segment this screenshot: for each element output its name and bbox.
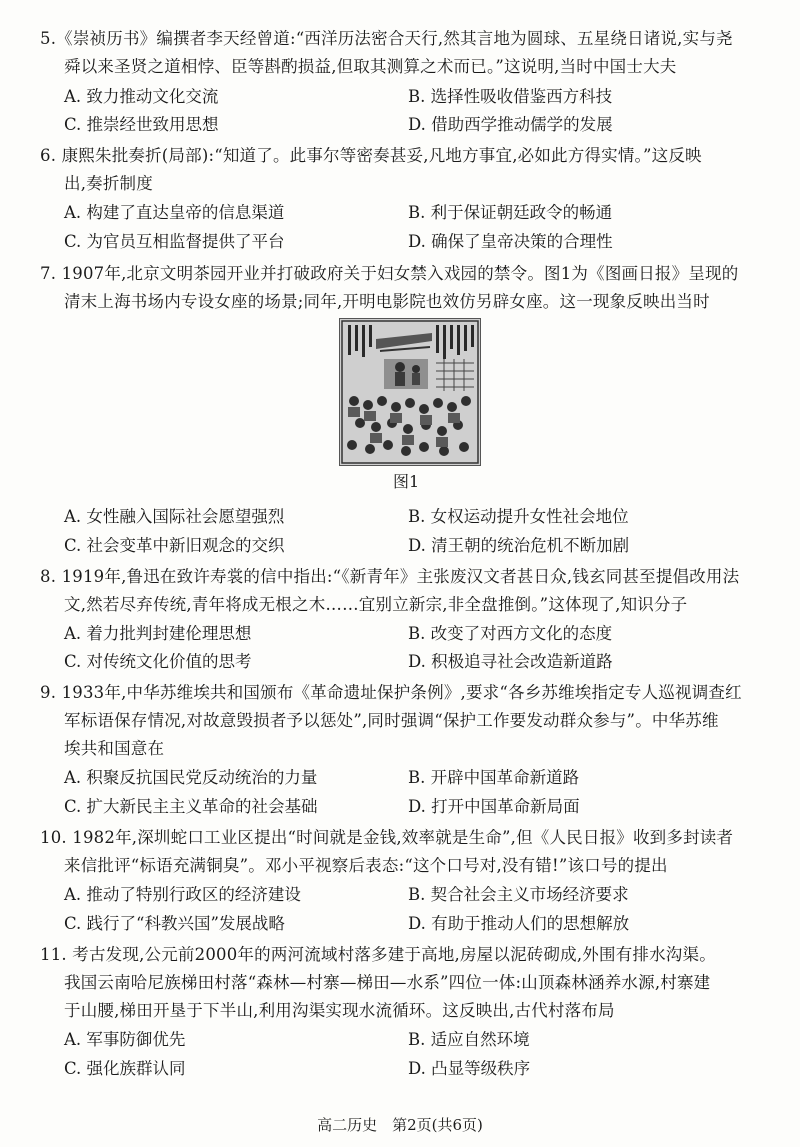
q5-option-b: B. 选择性吸收借鉴西方科技 — [408, 87, 613, 106]
q10-option-c: C. 践行了“科教兴国”发展战略 — [64, 914, 285, 933]
q9-option-a: A. 积聚反抗国民党反动统治的力量 — [64, 768, 318, 787]
q8-option-a: A. 着力批判封建伦理思想 — [64, 624, 252, 643]
storytelling-hall-engraving — [340, 319, 480, 465]
q7-option-a: A. 女性融入国际社会愿望强烈 — [64, 507, 285, 526]
q5-option-a: A. 致力推动文化交流 — [64, 87, 219, 106]
q6-option-c: C. 为官员互相监督提供了平台 — [64, 232, 285, 251]
page-footer: 高二历史 第2页(共6页) — [317, 1116, 483, 1134]
q7-option-d: D. 清王朝的统治危机不断加剧 — [408, 536, 630, 555]
q10-option-a: A. 推动了特别行政区的经济建设 — [64, 885, 301, 904]
q11-stem-line-2: 我国云南哈尼族梯田村落“森林—村寨—梯田—水系”四位一体:山顶森林涵养水源,村寨建 — [64, 973, 711, 992]
q5-stem-line-2: 舜以来圣贤之道相悖、臣等斟酌损益,但取其测算之术而已。”这说明,当时中国士大夫 — [64, 57, 677, 76]
q10-stem-line-2: 来信批评“标语充满铜臭”。邓小平视察后表态:“这个口号对,没有错!”该口号的提出 — [64, 856, 668, 875]
q5-stem-line-1: 5.《崇祯历书》编撰者李天经曾道:“西洋历法密合天行,然其言地为圆球、五星绕日诸说,实与尧 — [40, 29, 733, 48]
q10-option-b: B. 契合社会主义市场经济要求 — [408, 885, 629, 904]
q8-option-d: D. 积极追寻社会改造新道路 — [408, 652, 613, 671]
q7-option-c: C. 社会变革中新旧观念的交织 — [64, 536, 285, 555]
q11-option-a: A. 军事防御优先 — [64, 1030, 186, 1049]
q9-stem-line-2: 军标语保存情况,对故意毁损者予以惩处”,同时强调“保护工作要发动群众参与”。中华苏维 — [64, 711, 719, 730]
q5-option-c: C. 推崇经世致用思想 — [64, 115, 219, 134]
q6-stem-line-2: 出,奏折制度 — [64, 174, 153, 193]
q7-option-b: B. 女权运动提升女性社会地位 — [408, 507, 629, 526]
q8-stem-line-2: 文,然若尽弃传统,青年将成无根之木……宜别立新宗,非全盘推倒。”这体现了,知识分子 — [64, 595, 688, 614]
figure-1-caption: 图1 — [393, 472, 420, 491]
q11-option-d: D. 凸显等级秩序 — [408, 1059, 531, 1078]
q11-option-b: B. 适应自然环境 — [408, 1030, 530, 1049]
q10-option-d: D. 有助于推动人们的思想解放 — [408, 914, 630, 933]
q9-stem-line-3: 埃共和国意在 — [64, 739, 165, 758]
q8-option-b: B. 改变了对西方文化的态度 — [408, 624, 613, 643]
q11-stem-line-1: 11. 考古发现,公元前2000年的两河流域村落多建于高地,房屋以泥砖砌成,外围有排水沟渠。 — [40, 945, 716, 964]
q9-option-b: B. 开辟中国革命新道路 — [408, 768, 580, 787]
figure-1-illustration — [339, 318, 481, 466]
q10-stem-line-1: 10. 1982年,深圳蛇口工业区提出“时间就是金钱,效率就是生命”,但《人民日报》收到多封读者 — [40, 828, 734, 847]
q8-stem-line-1: 8. 1919年,鲁迅在致许寿裳的信中指出:“《新青年》主张废汉文者甚日众,钱玄同甚至提倡改用法 — [40, 567, 740, 586]
q8-option-c: C. 对传统文化价值的思考 — [64, 652, 252, 671]
q9-option-c: C. 扩大新民主主义革命的社会基础 — [64, 797, 318, 816]
q9-stem-line-1: 9. 1933年,中华苏维埃共和国颁布《革命遗址保护条例》,要求“各乡苏维埃指定专人巡视调查红 — [40, 683, 742, 702]
q5-option-d: D. 借助西学推动儒学的发展 — [408, 115, 613, 134]
q6-option-d: D. 确保了皇帝决策的合理性 — [408, 232, 613, 251]
q11-stem-line-3: 于山腰,梯田开垦于下半山,利用沟渠实现水流循环。这反映出,古代村落布局 — [64, 1001, 615, 1020]
q6-option-a: A. 构建了直达皇帝的信息渠道 — [64, 203, 285, 222]
q7-stem-line-1: 7. 1907年,北京文明茶园开业并打破政府关于妇女禁入戏园的禁令。图1为《图画日报》呈现的 — [40, 264, 739, 283]
q7-stem-line-2: 清末上海书场内专设女座的场景;同年,开明电影院也效仿另辟女座。这一现象反映出当时 — [64, 292, 710, 311]
q9-option-d: D. 打开中国革命新局面 — [408, 797, 580, 816]
q6-option-b: B. 利于保证朝廷政令的畅通 — [408, 203, 613, 222]
q11-option-c: C. 强化族群认同 — [64, 1059, 186, 1078]
q6-stem-line-1: 6. 康熙朱批奏折(局部):“知道了。此事尔等密奏甚妥,凡地方事宜,必如此方得实情。”这反映 — [40, 146, 702, 165]
